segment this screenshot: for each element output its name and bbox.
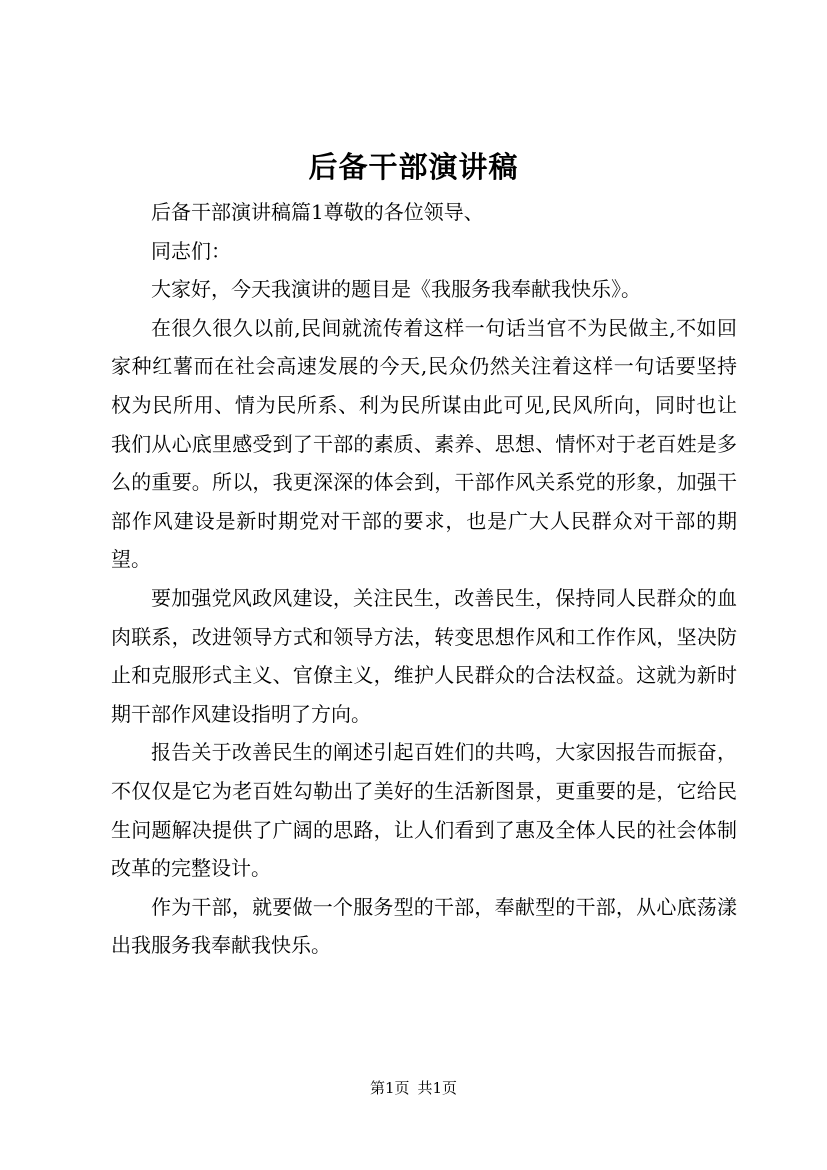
paragraph-2: 要加强党风政风建设，关注民生，改善民生，保持同人民群众的血肉联系，改进领导方式和领导方法，转变思想作风和工作作风，坚决防止和克服形式主义、官僚主义，维护人民群众的合法权益。这就为新时期干部作风建设指明了方向。 [111,585,737,726]
paragraph-salutation: 同志们： [151,238,231,263]
document-title: 后备干部演讲稿 [308,150,519,184]
paragraph-greeting: 后备干部演讲稿篇1尊敬的各位领导、 [151,200,484,224]
page-footer [0,1077,827,1099]
page-total: 共1页 [417,1079,458,1097]
paragraph-1: 在很久很久以前,民间就流传着这样一句话当官不为民做主,不如回家种红薯而在社会高速发展的今天,民众仍然关注着这样一句话要坚持权为民所用、情为民所系、利为民所谋由此可见,民风所向，同时也让我们从心底里感受到了干部的素质、素养、思想、情怀对于老百姓是多么的重要。所以，我更深深的体会到，干部作风关系党的形象，加强干部作风建设是新时期党对干部的要求，也是广大人民群众对干部的期望。 [111,315,737,572]
document-body [111,193,737,965]
page-number: 第1页 [369,1079,410,1097]
paragraph-4: 作为干部，就要做一个服务型的干部，奉献型的干部，从心底荡漾出我服务我奉献我快乐。 [111,894,737,958]
paragraph-3: 报告关于改善民生的阐述引起百姓们的共鸣，大家因报告而振奋，不仅仅是它为老百姓勾勒出了美好的生活新图景，更重要的是，它给民生问题解决提供了广阔的思路，让人们看到了惠及全体人民的社会体制改革的完整设计。 [111,740,737,881]
paragraph-intro: 大家好，今天我演讲的题目是《我服务我奉献我快乐》。 [151,277,641,302]
